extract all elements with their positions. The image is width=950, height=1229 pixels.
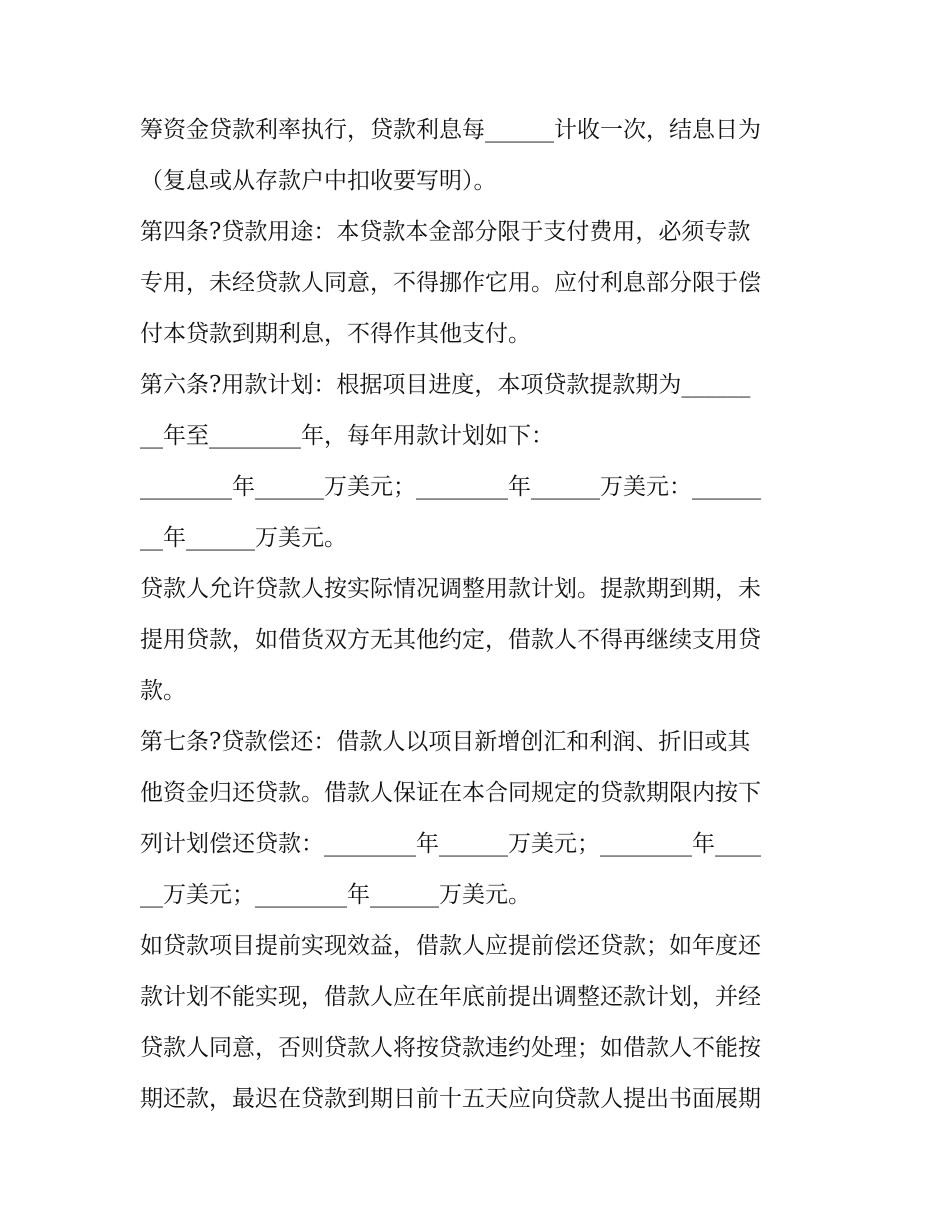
- document-body: [140, 105, 820, 1125]
- text-line: 款计划不能实现，借款人应在年底前提出调整还款计划，并经: [140, 984, 761, 1010]
- text-line: 贷款人同意，否则贷款人将按贷款违约处理；如借款人不能按: [140, 1035, 761, 1061]
- text-line: __万美元；________年______万美元。: [140, 882, 531, 908]
- text-line: 筹资金贷款利率执行，贷款利息每______计收一次，结息日为: [140, 117, 761, 143]
- text-line: __年至________年，每年用款计划如下：: [140, 423, 554, 449]
- text-line: 列计划偿还贷款：________年______万美元；________年____: [140, 831, 761, 857]
- text-line: 付本贷款到期利息，不得作其他支付。: [140, 321, 531, 347]
- text-line: 第四条?贷款用途：本贷款本金部分限于支付费用，必须专款: [140, 219, 751, 245]
- text-line: 第七条?贷款偿还：借款人以项目新增创汇和利润、折旧或其: [140, 729, 751, 755]
- text-line: 专用，未经贷款人同意，不得挪作它用。应付利息部分限于偿: [140, 270, 761, 296]
- text-line: 第六条?用款计划：根据项目进度，本项贷款提款期为______: [140, 372, 751, 398]
- text-line: （复息或从存款户中扣收要写明）。: [140, 168, 497, 194]
- text-line: 期还款，最迟在贷款到期日前十五天应向贷款人提出书面展期: [140, 1086, 761, 1112]
- text-line: 如贷款项目提前实现效益，借款人应提前偿还贷款；如年度还: [140, 933, 761, 959]
- text-line: 款。: [140, 678, 186, 704]
- text-line: 他资金归还贷款。借款人保证在本合同规定的贷款期限内按下: [140, 780, 761, 806]
- text-line: __年______万美元。: [140, 525, 347, 551]
- text-line: 提用贷款，如借货双方无其他约定，借款人不得再继续支用贷: [140, 627, 761, 653]
- text-line: 贷款人允许贷款人按实际情况调整用款计划。提款期到期，未: [140, 576, 761, 602]
- text-line: ________年______万美元；________年______万美元：______: [140, 474, 761, 500]
